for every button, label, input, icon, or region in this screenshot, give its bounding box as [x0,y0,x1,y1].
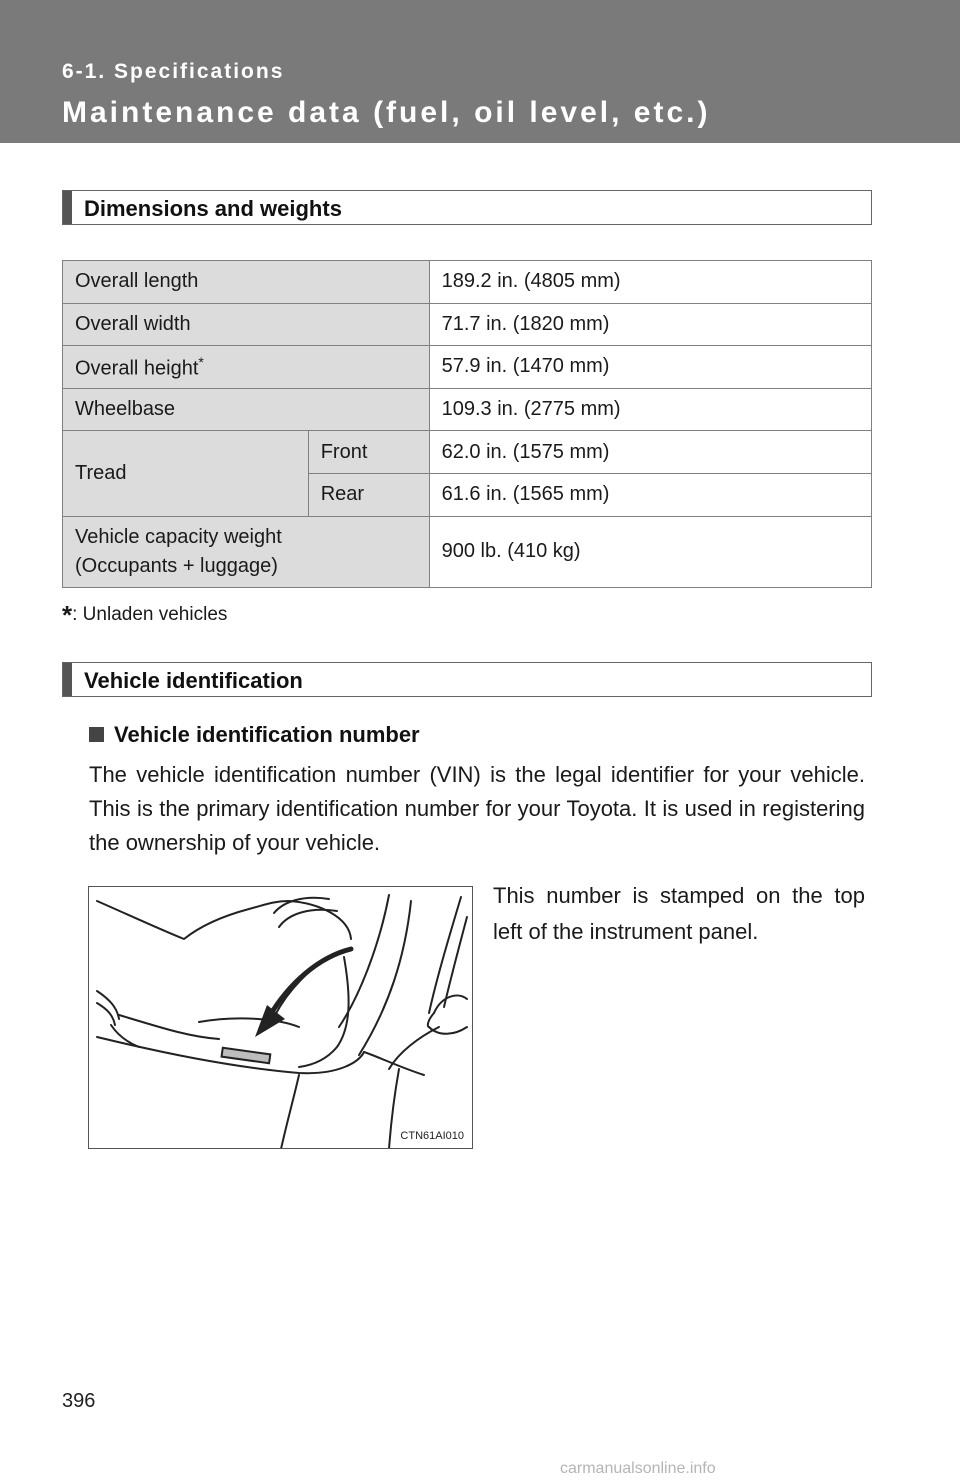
table-row [63,431,872,474]
table-row [63,261,872,304]
heading-bar [63,663,72,696]
section-label: 6-1. Specifications [62,60,285,83]
row-value: 57.9 in. (1470 mm) [429,346,871,389]
watermark: carmanualsonline.info [560,1460,716,1477]
vin-subheading [89,722,420,748]
dashboard-vin-drawing [89,887,473,1149]
figure-caption: This number is stamped on the top left of the instrument panel. [493,883,865,944]
tread-front-label: Front [308,431,429,474]
capacity-value: 900 lb. (410 kg) [429,516,871,587]
row-label: Overall height [75,357,199,380]
dimensions-heading-box [62,190,872,225]
row-value: 109.3 in. (2775 mm) [429,388,871,431]
vin-subheading-text: Vehicle identification number [114,722,420,747]
vin-paragraph: The vehicle identification number (VIN) is the legal identifier for your vehicle. This is the primary identification number for your Toyota. It is used in registering the ownership of your vehicle. [89,762,865,855]
row-value: 71.7 in. (1820 mm) [429,303,871,346]
page-title: Maintenance data (fuel, oil level, etc.) [62,96,711,129]
row-label: Overall width [63,303,430,346]
square-bullet-icon [89,727,104,742]
tread-label: Tread [63,431,309,516]
heading-bar [63,191,72,224]
figure-code: CTN61AI010 [400,1130,464,1142]
row-label: Wheelbase [63,388,430,431]
identification-heading: Vehicle identification [84,668,303,693]
tread-front-value: 62.0 in. (1575 mm) [429,431,871,474]
table-row [63,388,872,431]
footnote-marker: * [198,353,204,370]
capacity-label-cell [63,516,430,587]
row-value: 189.2 in. (4805 mm) [429,261,871,304]
table-row [63,516,872,587]
dimensions-table [62,260,872,588]
identification-heading-box [62,662,872,697]
table-row [63,346,872,389]
dimensions-heading: Dimensions and weights [84,196,342,221]
instrument-panel-illustration [88,886,473,1149]
capacity-label-line2: (Occupants + luggage) [75,554,278,577]
page-number: 396 [62,1390,96,1412]
table-row [63,303,872,346]
row-label: Overall length [63,261,430,304]
capacity-label-line1: Vehicle capacity weight [75,525,282,548]
footnote-marker: * [62,600,73,630]
header-band [0,0,960,143]
footnote [62,600,227,631]
tread-rear-value: 61.6 in. (1565 mm) [429,473,871,516]
tread-rear-label: Rear [308,473,429,516]
footnote-text: : Unladen vehicles [72,604,228,625]
row-label-cell [63,346,430,389]
